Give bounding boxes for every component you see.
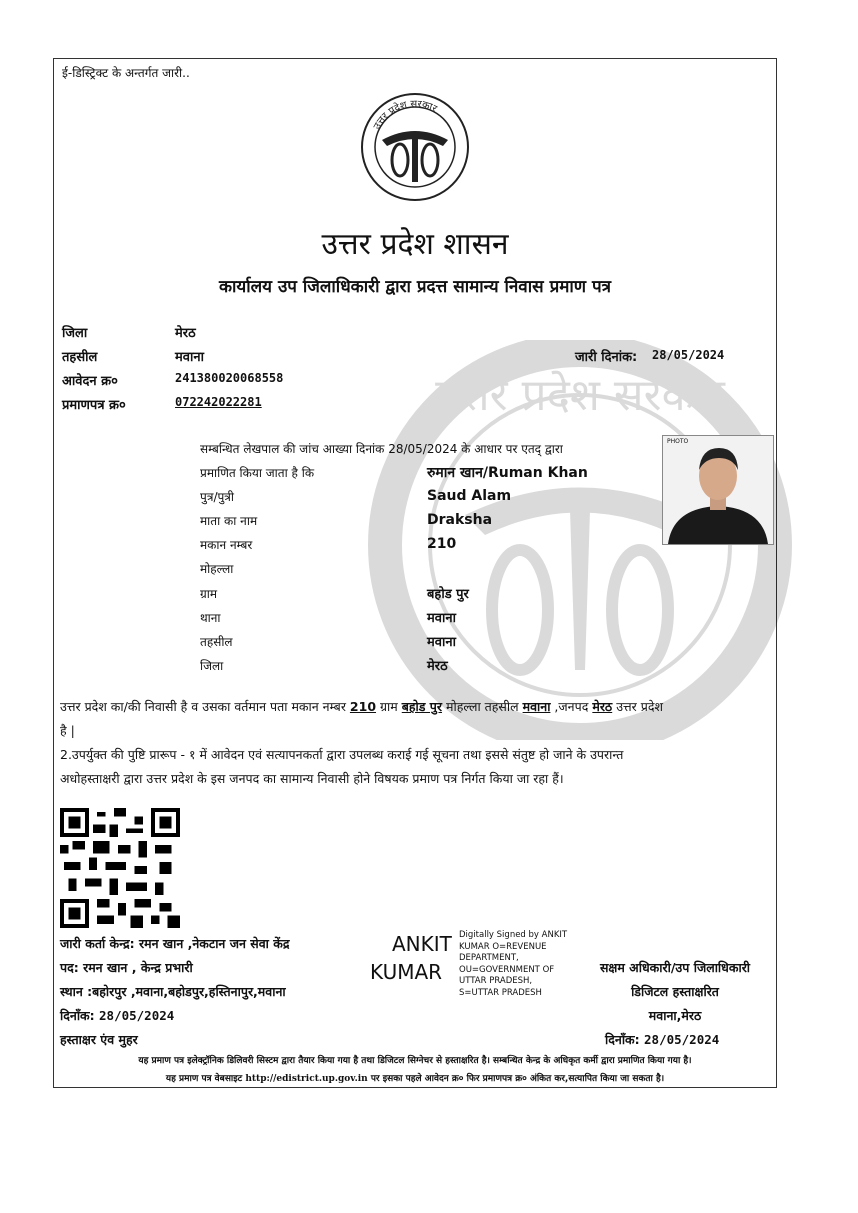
issuer-date-value: 28/05/2024 bbox=[99, 1008, 175, 1023]
issuer-date bbox=[60, 1007, 174, 1024]
detail-label: पुत्र/पुत्री bbox=[200, 490, 235, 504]
footer-verify bbox=[0, 1071, 830, 1084]
detail-value: Draksha bbox=[427, 512, 493, 528]
issued-under-text: ई-डिस्ट्रिक्ट के अन्तर्गत जारी.. bbox=[62, 66, 190, 80]
signature-detail: Digitally Signed by ANKIT bbox=[459, 930, 568, 940]
detail-value: 210 bbox=[427, 536, 457, 552]
signer-name-line2: KUMAR bbox=[370, 960, 443, 984]
detail-label: प्रमाणित किया जाता है कि bbox=[200, 466, 315, 480]
paragraph-text: उत्तर प्रदेश bbox=[616, 699, 664, 714]
district-value: मेरठ bbox=[175, 326, 196, 341]
authority-location: मवाना,मेरठ bbox=[648, 1008, 702, 1023]
residence-paragraph bbox=[60, 698, 663, 715]
detail-value: मेरठ bbox=[427, 659, 448, 674]
signature-detail: KUMAR O=REVENUE bbox=[459, 941, 547, 952]
applicant-photo bbox=[662, 435, 774, 545]
application-number: 241380020068558 bbox=[175, 371, 284, 385]
issuer-place: स्थान :बहोरपुर ,मवाना,बहोडपुर,हस्तिनापुर,मवाना bbox=[60, 984, 286, 999]
paragraph-text: ग्राम bbox=[380, 699, 398, 714]
footer-text: पर इसका पहले आवेदन क्र० फिर प्रमाणपत्र क्र० अंकित कर,सत्यापित किया जा सकता है। bbox=[370, 1074, 665, 1084]
paragraph-text: उत्तर प्रदेश का/की निवासी है व उसका वर्तमान पता मकान नम्बर bbox=[60, 699, 346, 714]
detail-value: मवाना bbox=[427, 611, 456, 626]
detail-label: माता का नाम bbox=[200, 514, 258, 528]
detail-value: मवाना bbox=[427, 635, 456, 650]
authority-date-value: 28/05/2024 bbox=[644, 1032, 720, 1047]
page-title: उत्तर प्रदेश शासन bbox=[321, 227, 509, 262]
issuer-date-label: दिनाँक: bbox=[60, 1008, 95, 1023]
detail-label: मोहल्ला bbox=[200, 562, 234, 576]
signer-name-line1: ANKIT bbox=[392, 932, 452, 956]
detail-value: रुमान खान/Ruman Khan bbox=[427, 465, 588, 481]
issuing-center: जारी कर्ता केन्द्र: रमन खान ,नेकटान जन सेवा केंद्र bbox=[60, 936, 290, 951]
certificate-number: 072242022281 bbox=[175, 395, 262, 409]
detail-label: मकान नम्बर bbox=[200, 538, 253, 552]
tehsil-value: मवाना bbox=[175, 350, 204, 365]
authority-digital-signed: डिजिटल हस्ताक्षरित bbox=[631, 984, 719, 999]
application-label: आवेदन क्र० bbox=[62, 374, 118, 389]
signature-detail: UTTAR PRADESH, bbox=[459, 976, 533, 986]
website-link[interactable]: http://edistrict.up.gov.in bbox=[245, 1074, 368, 1084]
footer-text: यह प्रमाण पत्र वेबसाइट bbox=[165, 1074, 243, 1084]
verification-intro: सम्बन्धित लेखपाल की जांच आख्या दिनांक 28/05/2024 के आधार पर एतद् द्वारा bbox=[200, 442, 563, 456]
certificate-subtitle: कार्यालय उप जिलाधिकारी द्वारा प्रदत्त सामान्य निवास प्रमाण पत्र bbox=[218, 277, 612, 297]
paragraph-line: अधोहस्ताक्षरी द्वारा उत्तर प्रदेश के इस जनपद का सामान्य निवासी होने विषयक प्रमाण पत्र निर्गत किया जा रहा हैं। bbox=[60, 771, 564, 786]
house-number: 210 bbox=[349, 699, 377, 714]
footer-note: यह प्रमाण पत्र इलेक्ट्रॉनिक डिलिवरी सिस्टम द्वारा तैयार किया गया है तथा डिजिटल सिग्नेचर से हस्ताक्षरित है। सम्बन्धित केन्द्र के अधिकृत कर्मी द्वारा प्रमाणित किया गया है। bbox=[138, 1056, 692, 1066]
detail-label: थाना bbox=[200, 611, 221, 625]
detail-value: बहोड पुर bbox=[427, 587, 469, 602]
signature-detail: S=UTTAR PRADESH bbox=[459, 987, 542, 998]
watermark-text: उत्तर प्रदेश सरकार bbox=[435, 370, 725, 421]
digital-signature-details bbox=[459, 930, 567, 999]
photo-label: PHOTO bbox=[667, 438, 689, 445]
tehsil-label: तहसील bbox=[62, 350, 98, 365]
detail-label: ग्राम bbox=[200, 587, 218, 601]
authority-title: सक्षम अधिकारी/उप जिलाधिकारी bbox=[599, 960, 751, 975]
district-label: जिला bbox=[62, 326, 88, 341]
paragraph-line: है | bbox=[60, 723, 75, 738]
paragraph-text: मोहल्ला तहसील bbox=[446, 699, 519, 714]
authority-date bbox=[605, 1031, 719, 1048]
detail-label: तहसील bbox=[200, 635, 233, 649]
signature-seal-label: हस्ताक्षर एंव मुहर bbox=[60, 1032, 138, 1047]
issuer-post: पद: रमन खान , केन्द्र प्रभारी bbox=[60, 960, 193, 975]
seal-text: उत्तर प्रदेश सरकार bbox=[371, 98, 439, 132]
authority-date-label: दिनाँक: bbox=[605, 1032, 640, 1047]
district-name: मेरठ bbox=[592, 699, 613, 714]
village-name: बहोड पुर bbox=[401, 699, 443, 714]
certificate-label: प्रमाणपत्र क्र० bbox=[62, 398, 126, 413]
detail-label: जिला bbox=[200, 659, 224, 673]
qr-code-icon bbox=[60, 808, 180, 928]
signature-detail: OU=GOVERNMENT OF bbox=[459, 964, 555, 975]
paragraph-text: ,जनपद bbox=[554, 699, 589, 714]
issue-date-label: जारी दिनांक: bbox=[575, 350, 638, 365]
svg-text:उत्तर प्रदेश सरकार bbox=[372, 99, 440, 131]
tehsil-name: मवाना bbox=[522, 699, 551, 714]
issue-date-value: 28/05/2024 bbox=[652, 348, 725, 362]
detail-value: Saud Alam bbox=[427, 488, 512, 504]
up-government-emblem-icon bbox=[360, 92, 470, 202]
person-photo-icon bbox=[663, 436, 773, 544]
signature-detail: DEPARTMENT, bbox=[459, 953, 519, 963]
paragraph-line: 2.उपर्युक्त की पुष्टि प्रारूप - १ में आवेदन एवं सत्यापनकर्ता द्वारा उपलब्ध कराई गई सूचना तथा इससे संतुष्ट हो जाने के उपरान्त bbox=[60, 747, 624, 762]
